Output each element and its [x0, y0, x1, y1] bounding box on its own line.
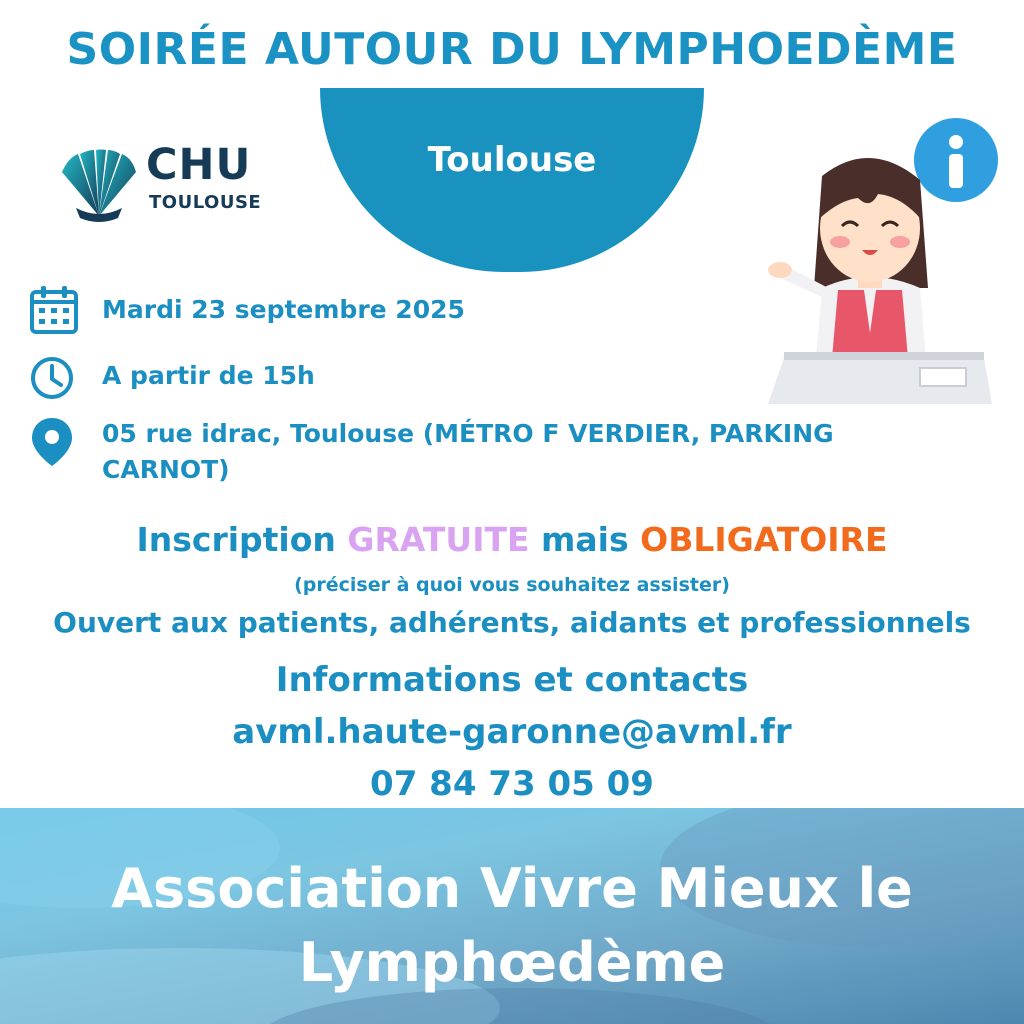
audience-line: Ouvert aux patients, adhérents, aidants et professionnels: [53, 606, 971, 639]
clock-icon: [28, 352, 80, 404]
contact-phone[interactable]: 07 84 73 05 09: [370, 764, 654, 804]
association-name-line1: Association Vivre Mieux le: [111, 857, 913, 920]
logo-city: TOULOUSE: [149, 192, 262, 213]
city-label: Toulouse: [427, 140, 597, 180]
event-address: 05 rue idrac, Toulouse (MÉTRO F VERDIER, PARKING CARNOT): [102, 419, 834, 484]
event-time: A partir de 15h: [102, 361, 315, 390]
calendar-icon: [28, 284, 80, 336]
event-date: Mardi 23 septembre 2025: [102, 295, 465, 324]
shell-logo-icon: [56, 146, 142, 222]
contact-email[interactable]: avml.haute-garonne@avml.fr: [232, 712, 792, 752]
registration-line: [0, 520, 1024, 559]
chu-toulouse-logo: [56, 140, 266, 222]
association-name: [0, 852, 1024, 1000]
registration-prefix: Inscription: [136, 520, 336, 559]
registration-mandatory: OBLIGATOIRE: [640, 520, 888, 559]
registration-free: GRATUITE: [347, 520, 530, 559]
association-name-line2: Lymphœdème: [298, 931, 726, 994]
logo-name: CHU: [146, 140, 252, 190]
registration-note: (préciser à quoi vous souhaitez assister): [294, 574, 730, 596]
page-title: SOIRÉE AUTOUR DU LYMPHOEDÈME: [66, 24, 958, 75]
footer-banner: [0, 808, 1024, 1024]
location-pin-icon: [28, 416, 80, 468]
city-banner: [320, 88, 704, 272]
registration-middle: mais: [541, 520, 629, 559]
contact-heading: Informations et contacts: [275, 660, 749, 700]
